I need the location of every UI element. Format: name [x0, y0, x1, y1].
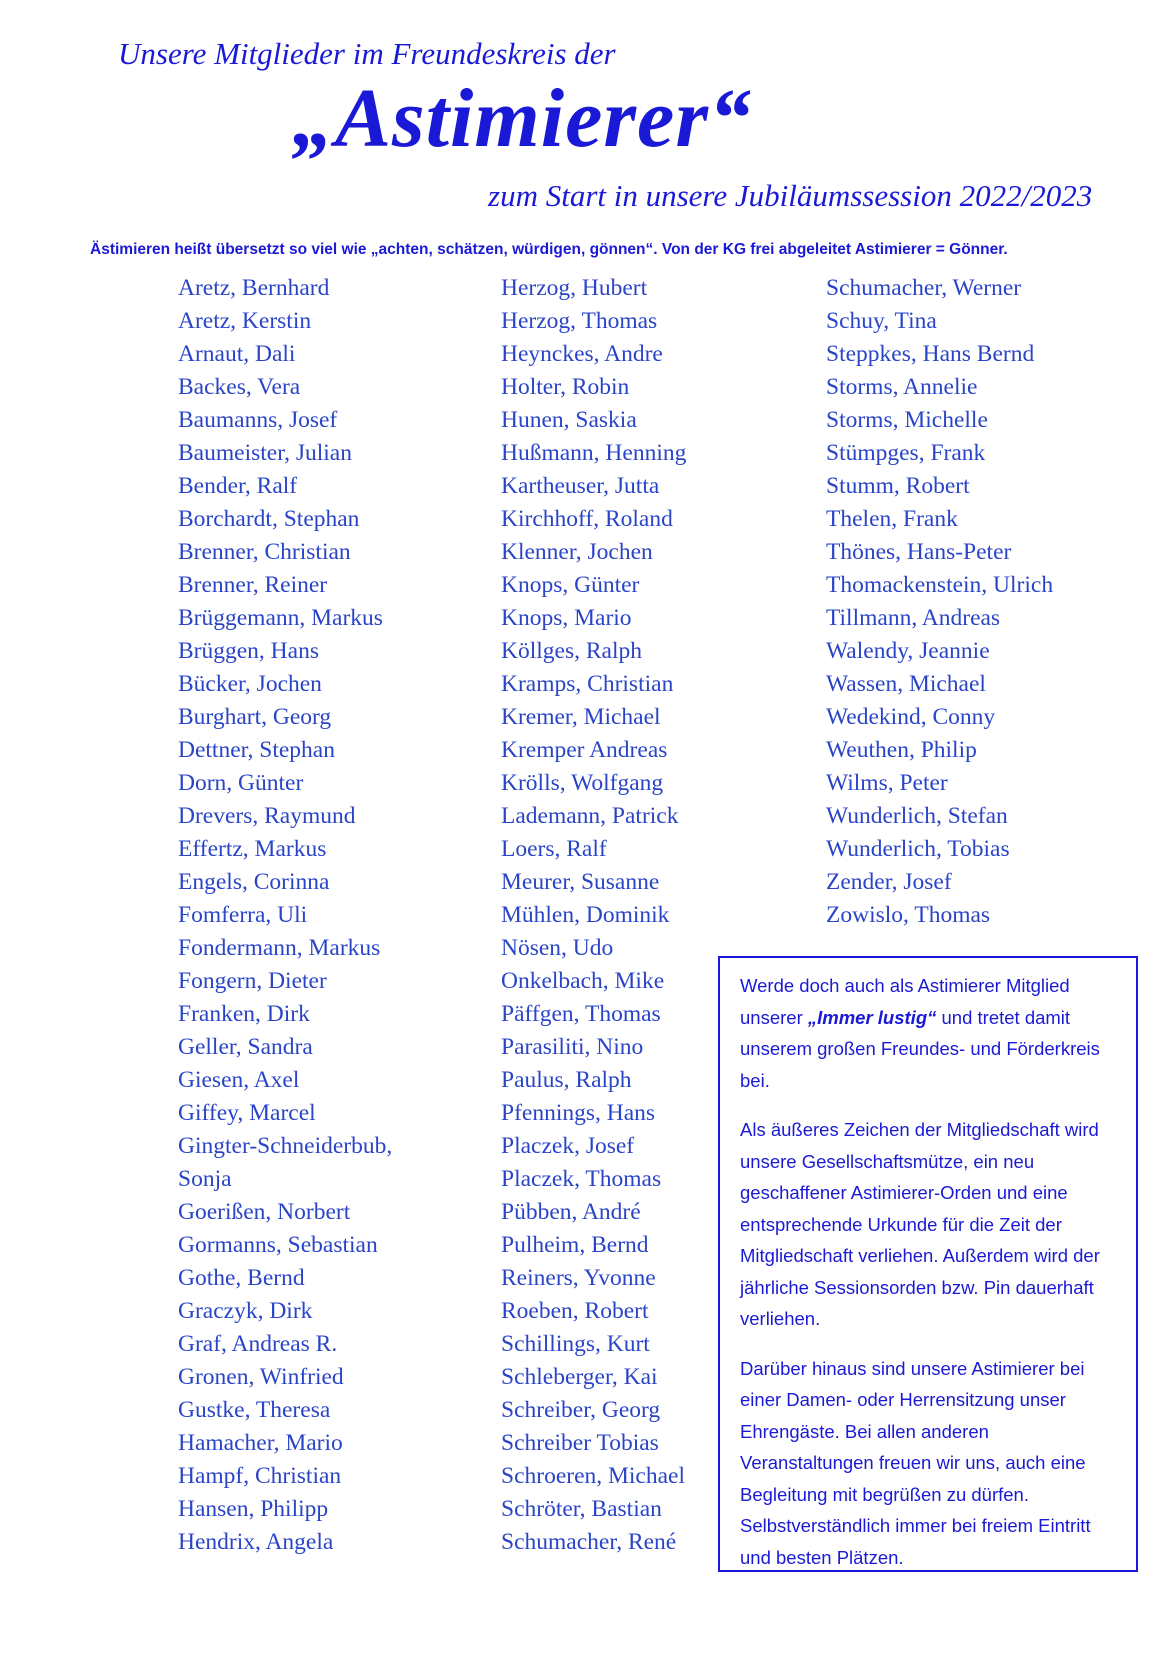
member-name: Schumacher, Werner	[826, 275, 1022, 301]
member-column-3	[826, 272, 1053, 932]
member-name: Knops, Günter	[501, 572, 640, 598]
member-name: Aretz, Bernhard	[178, 275, 330, 301]
member-name: Backes, Vera	[178, 374, 301, 400]
member-name: Burghart, Georg	[178, 704, 332, 730]
member-name: Goerißen, Norbert	[178, 1199, 351, 1225]
member-name: Gingter-Schneiderbub,	[178, 1133, 393, 1159]
member-name: Wassen, Michael	[826, 671, 986, 697]
member-name: Heynckes, Andre	[501, 341, 663, 367]
member-name: Dorn, Günter	[178, 770, 304, 796]
member-name: Brüggemann, Markus	[178, 605, 383, 631]
member-name: Kramps, Christian	[501, 671, 674, 697]
intro-line: Unsere Mitglieder im Freundeskreis der	[118, 36, 616, 71]
member-name: Stümpges, Frank	[826, 440, 986, 466]
subtitle: zum Start in unsere Jubiläumssession 2022/2023	[488, 178, 1093, 213]
member-name: Gormanns, Sebastian	[178, 1232, 378, 1258]
member-name: Kartheuser, Jutta	[501, 473, 660, 499]
member-name: Giffey, Marcel	[178, 1100, 316, 1126]
member-name: Gothe, Bernd	[178, 1265, 305, 1291]
member-name: Paulus, Ralph	[501, 1067, 632, 1093]
member-name: Meurer, Susanne	[501, 869, 660, 895]
member-name: Geller, Sandra	[178, 1034, 313, 1060]
club-name-emphasis: „Immer lustig“	[807, 1006, 937, 1028]
member-name: Walendy, Jeannie	[826, 638, 990, 664]
member-name: Pfennings, Hans	[501, 1100, 656, 1126]
member-name: Arnaut, Dali	[178, 341, 296, 367]
membership-info-box	[718, 956, 1138, 1572]
member-name: Parasiliti, Nino	[501, 1034, 644, 1060]
member-column-2	[501, 272, 686, 1559]
member-name: Päffgen, Thomas	[501, 1001, 661, 1027]
member-name: Sonja	[178, 1166, 232, 1192]
member-name: Hunen, Saskia	[501, 407, 637, 433]
member-name: Pübben, André	[501, 1199, 641, 1225]
member-name: Klenner, Jochen	[501, 539, 653, 565]
member-name: Holter, Robin	[501, 374, 630, 400]
member-name: Reiners, Yvonne	[501, 1265, 656, 1291]
member-name: Lademann, Patrick	[501, 803, 679, 829]
member-name: Storms, Michelle	[826, 407, 988, 433]
member-name: Wedekind, Conny	[826, 704, 996, 730]
member-name: Schumacher, René	[501, 1529, 677, 1555]
member-name: Onkelbach, Mike	[501, 968, 665, 994]
member-name: Stumm, Robert	[826, 473, 970, 499]
member-name: Nösen, Udo	[501, 935, 614, 961]
member-name: Steppkes, Hans Bernd	[826, 341, 1035, 367]
info-paragraph-2: Als äußeres Zeichen der Mitgliedschaft wird unsere Gesellschaftsmütze, ein neu geschaffener Astimierer-Orden und eine entsprechende Urkunde für die Zeit der Mitgliedschaft verliehen. Außerdem wird der jährliche Sessionsorden bzw. Pin dauerhaft verliehen.	[740, 1119, 1100, 1329]
member-name: Fomferra, Uli	[178, 902, 308, 928]
member-name: Franken, Dirk	[178, 1001, 310, 1027]
member-name: Zender, Josef	[826, 869, 952, 895]
member-name: Zowislo, Thomas	[826, 902, 991, 928]
member-name: Köllges, Ralph	[501, 638, 642, 664]
info-paragraph-3: Darüber hinaus sind unsere Astimierer bei einer Damen- oder Herrensitzung unser Ehrengäste. Bei allen anderen Veranstaltungen freuen wir uns, auch eine Begleitung mit begrüßen zu dürfen. Selbstverständlich immer bei freiem Eintritt und besten Plätzen.	[740, 1357, 1091, 1568]
member-name: Baumeister, Julian	[178, 440, 352, 466]
member-name: Kremper Andreas	[501, 737, 668, 763]
member-name: Hamacher, Mario	[178, 1430, 343, 1456]
member-name: Thomackenstein, Ulrich	[826, 572, 1054, 598]
member-name: Brüggen, Hans	[178, 638, 319, 664]
member-name: Schuy, Tina	[826, 308, 937, 334]
member-name: Hußmann, Henning	[501, 440, 687, 466]
info-p1-start: Werde doch auch als Astimierer Mitglied unserer	[740, 975, 1070, 1028]
info-paragraph-1	[740, 970, 1116, 1096]
member-name: Placzek, Josef	[501, 1133, 635, 1159]
member-name: Thönes, Hans-Peter	[826, 539, 1012, 565]
member-name: Schleberger, Kai	[501, 1364, 658, 1390]
member-name: Wunderlich, Tobias	[826, 836, 1010, 862]
member-name: Giesen, Axel	[178, 1067, 300, 1093]
member-name: Kremer, Michael	[501, 704, 661, 730]
member-name: Effertz, Markus	[178, 836, 327, 862]
member-name: Graf, Andreas R.	[178, 1331, 338, 1357]
member-name: Bücker, Jochen	[178, 671, 322, 697]
member-name: Herzog, Hubert	[501, 275, 648, 301]
member-name: Drevers, Raymund	[178, 803, 356, 829]
member-name: Gronen, Winfried	[178, 1364, 344, 1390]
member-name: Aretz, Kerstin	[178, 308, 312, 334]
member-name: Weuthen, Philip	[826, 737, 977, 763]
member-name: Mühlen, Dominik	[501, 902, 670, 928]
member-name: Bender, Ralf	[178, 473, 298, 499]
member-name: Loers, Ralf	[501, 836, 607, 862]
member-name: Knops, Mario	[501, 605, 632, 631]
member-name: Baumanns, Josef	[178, 407, 338, 433]
member-name: Schröter, Bastian	[501, 1496, 662, 1522]
member-name: Schreiber, Georg	[501, 1397, 661, 1423]
member-name: Fongern, Dieter	[178, 968, 327, 994]
member-name: Krölls, Wolfgang	[501, 770, 664, 796]
member-name: Schreiber Tobias	[501, 1430, 659, 1456]
member-name: Storms, Annelie	[826, 374, 978, 400]
member-name: Herzog, Thomas	[501, 308, 658, 334]
member-name: Fondermann, Markus	[178, 935, 381, 961]
definition-note: Ästimieren heißt übersetzt so viel wie „achten, schätzen, würdigen, gönnen“. Von der KG frei abgeleitet Astimierer = Gönner.	[90, 241, 1008, 258]
member-name: Brenner, Christian	[178, 539, 351, 565]
member-name: Hampf, Christian	[178, 1463, 342, 1489]
member-name: Schroeren, Michael	[501, 1463, 686, 1489]
member-name: Tillmann, Andreas	[826, 605, 1001, 631]
member-name: Kirchhoff, Roland	[501, 506, 673, 532]
member-name: Thelen, Frank	[826, 506, 958, 532]
member-name: Wunderlich, Stefan	[826, 803, 1008, 829]
member-name: Wilms, Peter	[826, 770, 948, 796]
member-name: Dettner, Stephan	[178, 737, 335, 763]
info-p1-end: und tretet damit unserem großen Freundes- und Förderkreis bei.	[740, 1006, 1100, 1091]
member-column-1	[178, 272, 392, 1559]
member-name: Schillings, Kurt	[501, 1331, 650, 1357]
member-name: Hansen, Philipp	[178, 1496, 329, 1522]
member-name: Gustke, Theresa	[178, 1397, 331, 1423]
member-name: Placzek, Thomas	[501, 1166, 662, 1192]
member-name: Roeben, Robert	[501, 1298, 649, 1324]
member-name: Brenner, Reiner	[178, 572, 328, 598]
member-name: Engels, Corinna	[178, 869, 330, 895]
member-name: Borchardt, Stephan	[178, 506, 360, 532]
member-name: Graczyk, Dirk	[178, 1298, 313, 1324]
member-name: Hendrix, Angela	[178, 1529, 334, 1555]
page-title: „Astimierer“	[292, 72, 753, 165]
member-name: Pulheim, Bernd	[501, 1232, 649, 1258]
